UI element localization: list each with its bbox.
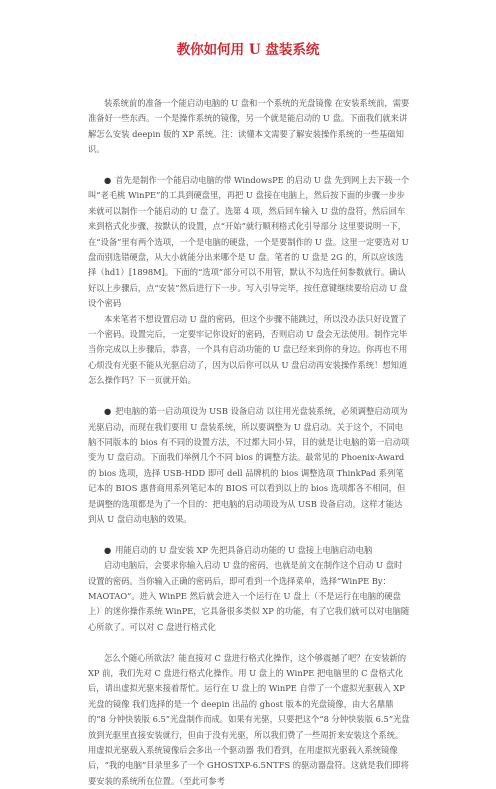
- paragraph-format: 怎么个随心所欲法？能直接对 C 盘进行格式化操作，这个够震撼了吧？在安装新的 XP 前，我们先对 C 盘进行格式化操作。用 U 盘上的 WinPE 把电脑里的 C 盘格式化后，请出虚拟光驱来接着帮忙。运行在 U 盘上的 WinPE 自带了一个虚拟光驱载入 XP 光盘的镜像 我们选择的是一个 deepin 出品的 ghost 版本的光盘镜像，由大名鼎鼎的“8 分钟快装版 6.5”光盘制作而成。如果有光驱，只要把这个“8 分钟快装版 6.5”光盘放到光驱里直接安装就行，但由于没有光驱，所以我们费了一些周折来安装这个系统。用虚拟光驱载入系统镜像后会多出一个驱动器 我们看到，在用虚拟光驱载入系统镜像后，“我的电脑”目录里多了一个 GHOSTXP-6.5NTFS 的驱动器盘符。这就是我们即将要安装的系统所在位置。（至此可参考: [88, 652, 410, 786]
- bullet-icon: ●: [104, 175, 112, 186]
- paragraph-intro: 装系统前的准备一个能启动电脑的 U 盘和一个系统的光盘镜像 在安装系统前，需要准备好一些东西。一个是操作系统的镜像，另一个就是能启动的 U 盘。下面我们就来讲解怎么安装 deepin 版的 XP 系统。注：读懂本文需要了解安装操作系统的一些基础知识。: [88, 98, 410, 155]
- paragraph-text: 用能启动的 U 盘安装 XP 先把具备启动功能的 U 盘接上电脑启动电脑: [115, 544, 373, 555]
- paragraph-bios: [88, 404, 410, 527]
- paragraph-make-usb: [88, 173, 410, 312]
- paragraph-winpe: 启动电脑后，会要求你输入启动 U 盘的密码，也就是前文在制作这个启动 U 盘时设置的密码。当你输入正确的密码后，即可看到一个选择菜单，选择“WinPE By：MAOTAO”。进入 WinPE 然后就会进入一个运行在 U 盘上（不是运行在电脑的硬盘上）的迷你操作系统 WinPE，它具备很多类似 XP 的功能，有了它我们就可以对电脑随心所欲了。可以对 C 盘进行格式化: [88, 560, 410, 632]
- paragraph-text: 首先是制作一个能启动电脑的带 WindowsPE 的启动 U 盘 先到网上去下载一个叫“老毛桃 WinPE”的工具到硬盘里，再把 U 盘接在电脑上，然后按下面的步骤一步步来就可以制作一个能启动的 U 盘了。选第 4 项，然后回车输入 U 盘的盘符，然后回车来到格式化步骤，按默认的设置，点“开始”就行顺利格式化引导部分 这里要说明一下，在“设备”里有两个选项，一个是电脑的硬盘，一个是要制作的 U 盘。这里一定要选对 U 盘而别选错硬盘，从大小就能分出来哪个是 U 盘。笔者的 U 盘是 2G 的，所以应该选择（hd1）[1898M]。下面的“选项”部分可以不用管，默认不勾选任何参数就行。确认好以上步骤后，点“安装”然后进行下一步。写入引导完毕，按任意键继续要给启动 U 盘设个密码: [88, 175, 412, 309]
- page-title: 教你如何用 U 盘装系统: [176, 42, 320, 58]
- bullet-icon: ●: [104, 406, 112, 417]
- paragraph-install-heading: [88, 543, 410, 558]
- bullet-icon: ●: [104, 544, 112, 555]
- paragraph-text: 把电脑的第一启动项设为 USB 设备启动 以往用光盘装系统，必须调整启动项为光驱启动，而现在我们要用 U 盘装系统，所以要调整为 U 盘启动。关于这个，不同电脑不同版本的 bios 有不同的设置方法，不过都大同小异，目的就是让电脑的第一启动项变为 U 盘启动。下面我们举例几个不同 bios 的调整方法。最常见的 Phoenix-Award 的 bios 选项，选择 USB-HDD 即可 dell 品牌机的 bios 调整选项 ThinkPad 系列笔记本的 BIOS 惠普商用系列笔记本的 BIOS 可以看到以上的 bios 选项都各不相同，但是调整的选项都是为了一个目的：把电脑的启动项设为从 USB 设备启动，这样才能达到从 U 盘启动电脑的效果。: [88, 406, 410, 524]
- article-body: [88, 96, 410, 789]
- paragraph-password: 本来笔者不想设置启动 U 盘的密码，但这个步骤不能跳过，所以没办法只好设置了一个密码。设置完后，一定要牢记你设好的密码，否则启动 U 盘会无法使用。制作完毕 当你完成以上步骤后，恭喜，一个具有启动功能的 U 盘已经来到你的身边。你再也不用心烦没有光驱不能从光驱启动了，因为以后你可以从 U 盘启动再安装操作系统！想知道怎么操作吗？下一页就开始。: [88, 313, 410, 386]
